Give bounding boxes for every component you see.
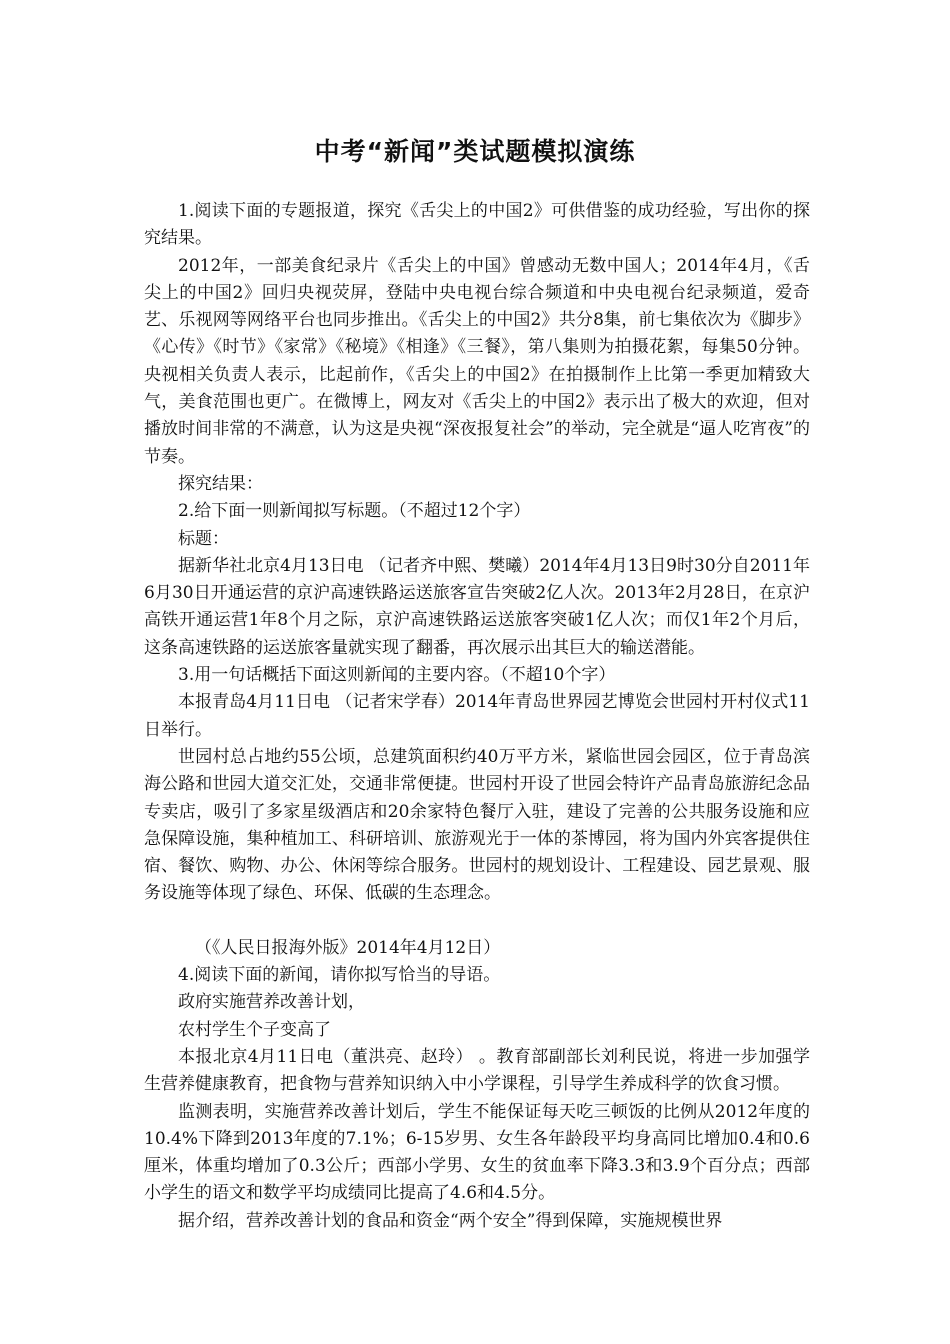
news-paragraph: 据介绍，营养改善计划的食品和资金“两个安全”得到保障，实施规模世界	[178, 1210, 723, 1231]
news-paragraph: 世园村总占地约55公顷，总建筑面积约40万平方米，紧临世园会园区，位于青岛滨海公路和世园大道交汇处，交通非常便捷。世园村开设了世园会特许产品青岛旅游纪念品专卖店，吸引了多家星级酒店和20余家特色餐厅入驻，建设了完善的公共服务设施和应急保障设施，集种植加工、科研培训、旅游观光于一体的茶博园，将为国内外宾客提供住宿、餐饮、购物、办公、休闲等综合服务。世园村的规划设计、工程建设、园艺景观、服务设施等体现了绿色、环保、低碳的生态理念。	[144, 746, 810, 904]
question-4-prompt: 4.阅读下面的新闻，请你拟写恰当的导语。	[178, 965, 501, 986]
news-paragraph: 本报北京4月11日电（董洪亮、赵玲） 。教育部副部长刘利民说，将进一步加强学生营养健康教育，把食物与营养知识纳入中小学课程，引导学生养成科学的饮食习惯。	[144, 1046, 810, 1095]
document-title: 中考“新闻”类试题模拟演练	[314, 137, 636, 166]
news-source-line: （《人民日报海外版》2014年4月12日）	[195, 937, 501, 958]
answer-label: 标题：	[178, 528, 229, 549]
question-1-prompt: 1.阅读下面的专题报道，探究《舌尖上的中国2》可供借鉴的成功经验，写出你的探究结果。	[144, 201, 810, 249]
news-paragraph: 2012年，一部美食纪录片《舌尖上的中国》曾感动无数中国人；2014年4月，《舌尖上的中国2》回归央视荧屏，登陆中央电视台综合频道和中央电视台纪录频道，爱奇艺、乐视网等网络平台也同步推出。《舌尖上的中国2》共分8集，前七集依次为《脚步》《心传》《时节》《家常》《秘境》《相逢》《三餐》，第八集则为拍摄花絮，每集50分钟。央视相关负责人表示，比起前作，《舌尖上的中国2》在拍摄制作上比第一季更加精致大气，美食范围也更广。在微博上，网友对《舌尖上的中国2》表示出了极大的欢迎，但对播放时间非常的不满意，认为这是央视“深夜报复社会”的举动，完全就是“逼人吃宵夜”的节奏。	[144, 255, 810, 467]
news-paragraph: 据新华社北京4月13日电 （记者齐中熙、樊曦）2014年4月13日9时30分自2011年6月30日开通运营的京沪高速铁路运送旅客宣告突破2亿人次。2013年2月28日，在京沪高铁开通运营1年8个月之际，京沪高速铁路运送旅客突破1亿人次；而仅1年2个月后，这条高速铁路的运送旅客量就实现了翻番，再次展示出其巨大的输送潜能。	[144, 555, 810, 658]
document-body	[144, 198, 810, 1235]
news-paragraph: 监测表明，实施营养改善计划后，学生不能保证每天吃三顿饭的比例从2012年度的10.4%下降到2013年度的7.1%；6-15岁男、女生各年龄段平均身高同比增加0.4和0.6厘米，体重均增加了0.3公斤；西部小学男、女生的贫血率下降3.3和3.9个百分点；西部小学生的语文和数学平均成绩同比提高了4.6和4.5分。	[144, 1101, 810, 1204]
question-3-prompt: 3.用一句话概括下面这则新闻的主要内容。（不超10个字）	[178, 665, 616, 686]
news-paragraph: 本报青岛4月11日电 （记者宋学春）2014年青岛世界园艺博览会世园村开村仪式11日举行。	[144, 692, 810, 740]
news-headline-line: 农村学生个子变高了	[178, 1019, 331, 1040]
answer-label: 探究结果：	[178, 473, 263, 494]
news-headline-line: 政府实施营养改善计划，	[178, 992, 365, 1013]
question-2-prompt: 2.给下面一则新闻拟写标题。（不超过12个字）	[178, 501, 531, 522]
